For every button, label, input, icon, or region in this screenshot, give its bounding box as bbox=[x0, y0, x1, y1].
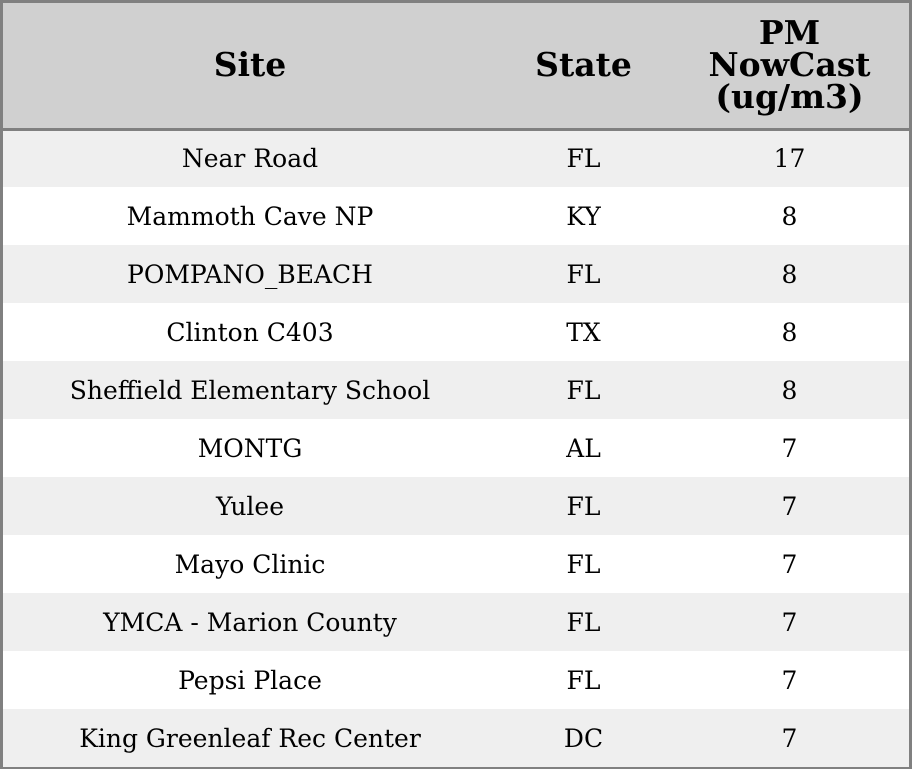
cell-site: Sheffield Elementary School bbox=[69, 375, 431, 405]
table-row bbox=[3, 477, 909, 535]
column-header-pm-line-1: PM bbox=[758, 13, 821, 53]
cell-pm-nowcast: 7 bbox=[781, 433, 798, 463]
table-row bbox=[3, 245, 909, 303]
cell-state: FL bbox=[566, 144, 601, 174]
cell-site: Near Road bbox=[181, 144, 319, 174]
cell-state: FL bbox=[566, 665, 601, 695]
cell-pm-nowcast: 7 bbox=[781, 549, 798, 579]
cell-state: AL bbox=[566, 433, 601, 463]
table-row bbox=[3, 361, 909, 419]
column-header-pm-line-3: (ug/m3) bbox=[715, 77, 864, 117]
cell-state: FL bbox=[566, 259, 601, 289]
cell-site: Yulee bbox=[215, 491, 285, 521]
column-header-state: State bbox=[497, 3, 670, 129]
cell-state: TX bbox=[566, 317, 601, 347]
table-row bbox=[3, 129, 909, 187]
cell-site: Pepsi Place bbox=[178, 665, 322, 695]
cell-site: MONTG bbox=[197, 433, 303, 463]
cell-pm-nowcast: 8 bbox=[781, 201, 798, 231]
table-body bbox=[3, 129, 909, 767]
cell-site: YMCA - Marion County bbox=[103, 607, 397, 637]
table-row bbox=[3, 709, 909, 767]
table-header bbox=[3, 3, 909, 129]
cell-state: FL bbox=[566, 607, 601, 637]
cell-pm-nowcast: 7 bbox=[781, 723, 798, 753]
cell-site: King Greenleaf Rec Center bbox=[79, 723, 421, 753]
cell-state: FL bbox=[566, 375, 601, 405]
cell-pm-nowcast: 7 bbox=[781, 607, 798, 637]
cell-state: FL bbox=[566, 549, 601, 579]
cell-state: DC bbox=[563, 723, 604, 753]
cell-site: Clinton C403 bbox=[166, 317, 334, 347]
cell-state: KY bbox=[566, 201, 601, 231]
column-header-pm-nowcast bbox=[670, 3, 909, 129]
cell-pm-nowcast: 8 bbox=[781, 317, 798, 347]
table-row bbox=[3, 187, 909, 245]
header-row bbox=[3, 3, 909, 129]
pm-nowcast-table bbox=[3, 3, 909, 767]
table-row bbox=[3, 535, 909, 593]
cell-site: Mayo Clinic bbox=[174, 549, 326, 579]
table-row bbox=[3, 651, 909, 709]
cell-pm-nowcast: 8 bbox=[781, 259, 798, 289]
cell-site: POMPANO_BEACH bbox=[127, 259, 373, 289]
table-row bbox=[3, 419, 909, 477]
column-header-site: Site bbox=[3, 3, 497, 129]
column-header-pm-line-2: NowCast bbox=[708, 45, 871, 85]
cell-site: Mammoth Cave NP bbox=[126, 201, 374, 231]
cell-pm-nowcast: 7 bbox=[781, 665, 798, 695]
cell-pm-nowcast: 17 bbox=[773, 144, 806, 174]
table-row bbox=[3, 303, 909, 361]
cell-pm-nowcast: 8 bbox=[781, 375, 798, 405]
cell-state: FL bbox=[566, 491, 601, 521]
cell-pm-nowcast: 7 bbox=[781, 491, 798, 521]
table-row bbox=[3, 593, 909, 651]
